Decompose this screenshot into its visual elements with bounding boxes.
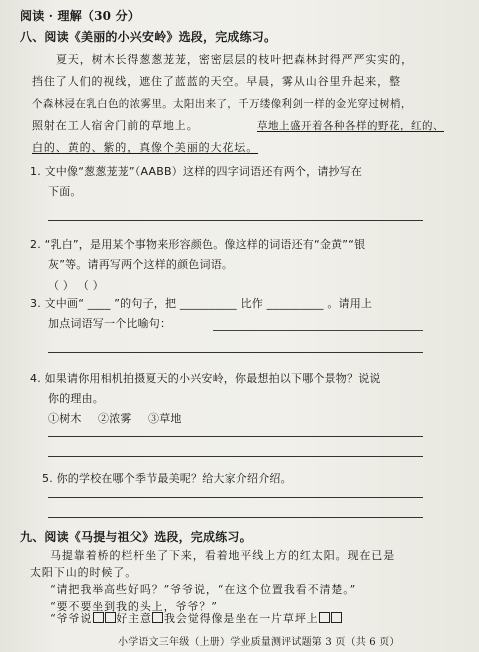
q8-item-1-line-2: 下面。 — [48, 185, 82, 198]
q9-line-1: 马提靠着桥的栏杆坐了下来，看着地平线上方的红太阳。现在已是 — [50, 549, 396, 562]
q9-line-5-part-3: 我会觉得像是坐在一片草坪上 — [163, 612, 319, 625]
q8-item-2-blanks[interactable]: （ ） （ ） — [48, 279, 104, 292]
q8-item-5-line-1: 5. 你的学校在哪个季节最美呢？给大家介绍介绍。 — [42, 472, 292, 485]
missing-char-box[interactable] — [105, 612, 116, 623]
q8-item-4-option-trees[interactable]: ①树木 — [48, 412, 82, 425]
q8-underlined-sentence-part-2: 白的、黄的、紫的，真像个美丽的大花坛。 — [32, 141, 259, 154]
q8-item-3-answer-line-1[interactable] — [213, 330, 423, 331]
q8-item-4-line-2: 你的理由。 — [48, 392, 104, 405]
missing-char-box[interactable] — [93, 612, 104, 623]
q8-title: 八、阅读《美丽的小兴安岭》选段，完成练习。 — [20, 30, 277, 44]
page-footer: 小学语文三年级（上册）学业质量测评试题第 3 页（共 6 页） — [118, 637, 400, 648]
q9-line-5-part-2: 好主意 — [116, 612, 152, 625]
q8-passage-line-2: 挡住了人们的视线，遮住了蓝蓝的天空。早晨，雾从山谷里升起来，整 — [32, 75, 401, 88]
q8-item-1-answer-line[interactable] — [48, 220, 423, 221]
missing-char-box[interactable] — [319, 612, 330, 623]
q8-item-4-answer-line-1[interactable] — [48, 436, 423, 437]
q8-item-2-line-1: 2. “乳白”，是用某个事物来形容颜色。像这样的词语还有“金黄”“银 — [30, 238, 366, 251]
q8-item-5-answer-line-2[interactable] — [48, 517, 423, 518]
q9-line-5-part-1: “爷爷说 — [50, 612, 93, 625]
q8-passage-line-1: 夏天，树木长得葱葱茏茏，密密层层的枝叶把森林封得严严实实的， — [56, 53, 413, 66]
q8-item-4-option-grass[interactable]: ③草地 — [148, 412, 182, 425]
q9-line-4: “要不要坐到我的头上，爷爷？” — [50, 600, 218, 613]
q8-item-4-option-fog[interactable]: ②浓雾 — [98, 412, 132, 425]
q8-passage-line-4: 照射在工人宿舍门前的草地上。 — [32, 119, 199, 132]
missing-char-box[interactable] — [331, 612, 342, 623]
q9-line-2: 太阳下山的时候了。 — [30, 566, 138, 579]
q9-line-3: “请把我举高些好吗？”爷爷说，“在这个位置我看不清楚。” — [50, 583, 357, 596]
q8-item-3-answer-line-2[interactable] — [48, 352, 423, 353]
q9-title: 九、阅读《马提与祖父》选段，完成练习。 — [20, 530, 252, 544]
q8-item-1-line-1: 1. 文中像“葱葱茏茏”（AABB）这样的四字词语还有两个，请抄写在 — [30, 165, 363, 178]
section-title: 阅读 · 理解（30 分） — [20, 9, 141, 23]
q8-item-3-line-2: 加点词语写一个比喻句： — [48, 317, 172, 330]
q8-underlined-sentence-part-1: 草地上盛开着各种各样的野花，红的、 — [257, 120, 444, 132]
q8-item-4-answer-line-2[interactable] — [48, 456, 423, 457]
q8-item-5-answer-line-1[interactable] — [48, 497, 423, 498]
q8-item-2-line-2: 灰”等。请再写两个这样的颜色词语。 — [48, 258, 234, 271]
q8-item-4-line-1: 4. 如果请你用相机拍摄夏天的小兴安岭，你最想拍以下哪个景物？说说 — [30, 372, 381, 385]
q8-passage-line-3: 个森林浸在乳白色的浓雾里。太阳出来了，千万缕像利剑一样的金光穿过树梢， — [32, 98, 412, 110]
q8-item-3-line-1: 3. 文中画“ ____ ”的句子，把 __________ 比作 __________ 。请用上 — [30, 297, 373, 310]
missing-char-box[interactable] — [152, 612, 163, 623]
q9-line-5 — [50, 612, 343, 626]
